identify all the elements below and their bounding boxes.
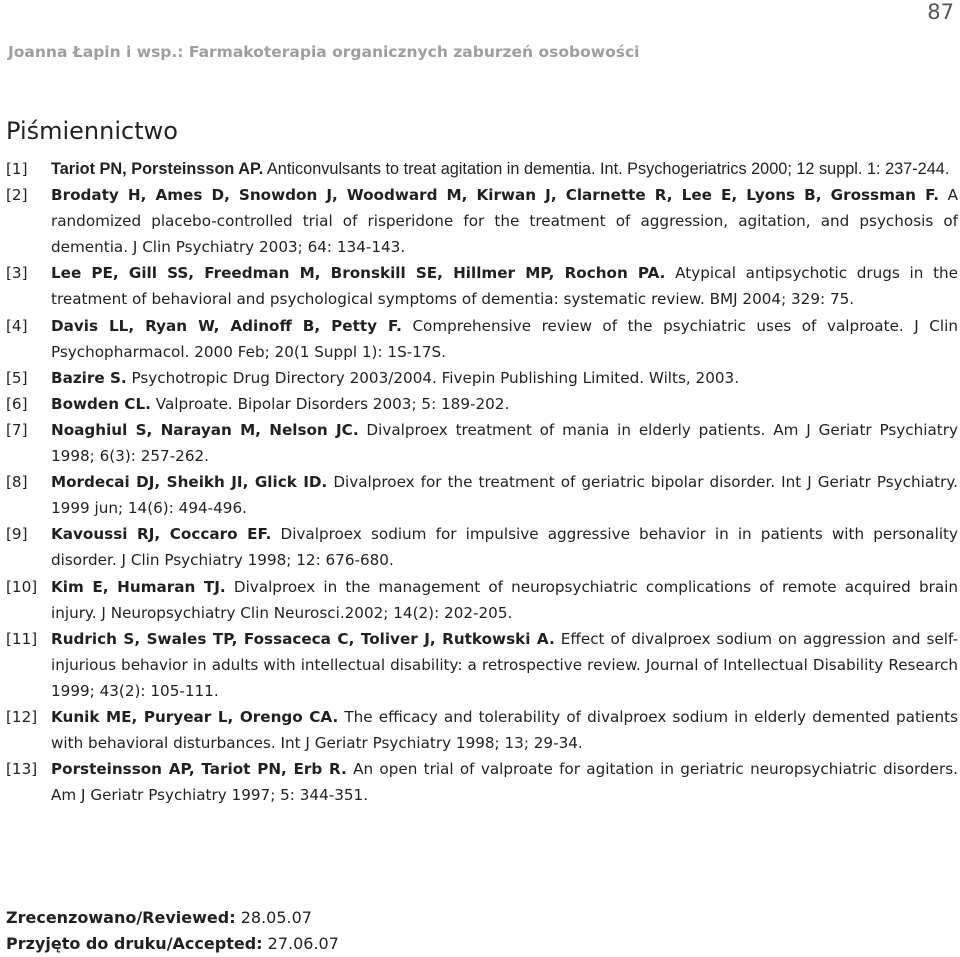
reference-authors: Bowden CL. [51, 394, 151, 413]
reviewed-line [6, 905, 339, 931]
reference-text: A randomized placebo-controlled trial of risperidone for the treatment of aggression, agitation, and psychosis of dementia. J Clin Psychiatry 2003; 64: 134-143. [51, 186, 959, 257]
reference-text: Anticonvulsants to treat agitation in dementia. Int. Psychogeriatrics 2000; 12 suppl. 1: 237-244. [263, 160, 950, 178]
reference-item [6, 626, 958, 704]
accepted-line [6, 931, 339, 957]
reference-text: Comprehensive review of the psychiatric uses of valproate. J Clin Psychopharmacol. 2000 Feb; 20(1 Suppl 1): 1S-17S. [51, 316, 958, 361]
reference-number: [12] [6, 707, 38, 726]
accepted-date: 27.06.07 [267, 934, 339, 953]
reference-text: An open trial of valproate for agitation in geriatric neuropsychiatric disorders. Am J Geriatr Psychiatry 1997; 5: 344-351. [51, 760, 958, 805]
reference-text: Divalproex sodium for impulsive aggressive behavior in in patients with personality disorder. J Clin Psychiatry 1998; 12: 676-680. [51, 525, 958, 570]
reference-number: [10] [6, 577, 38, 596]
reference-body [51, 260, 958, 312]
reference-body [51, 469, 958, 521]
reference-text: The efficacy and tolerability of divalproex sodium in elderly demented patients with behavioral disturbances. Int J Geriatr Psychiatry 1998; 13; 29-34. [51, 707, 958, 753]
reference-number: [5] [6, 368, 28, 387]
reviewed-label: Zrecenzowano/Reviewed: [6, 908, 236, 927]
reference-authors: Kavoussi RJ, Coccaro EF. [51, 525, 272, 544]
reference-number: [1] [6, 160, 28, 178]
reference-item [6, 313, 958, 365]
reference-body [51, 313, 958, 365]
reference-number: [13] [6, 760, 38, 779]
reference-number: [9] [6, 525, 28, 544]
reference-text: Atypical antipsychotic drugs in the treatment of behavioral and psychological symptoms of dementia: systematic review. BMJ 2004; 329: 75. [51, 264, 959, 309]
reference-number: [3] [6, 264, 28, 283]
reference-authors: Davis LL, Ryan W, Adinoff B, Petty F. [51, 316, 402, 335]
reference-authors: Lee PE, Gill SS, Freedman M, Bronskill SE, Hillmer MP, Rochon PA. [51, 264, 666, 283]
reference-authors: Noaghiul S, Narayan M, Nelson JC. [51, 420, 359, 439]
reference-item [6, 156, 958, 182]
reviewed-date: 28.05.07 [240, 908, 312, 927]
reference-body [51, 417, 958, 469]
reference-text: Divalproex in the management of neuropsychiatric complications of remote acquired brain injury. J Neuropsychiatry Clin Neurosci.2002; 14(2): 202-205. [51, 577, 959, 622]
reference-text: Valproate. Bipolar Disorders 2003; 5: 189-202. [150, 394, 510, 413]
running-header: Joanna Łapin i wsp.: Farmakoterapia organicznych zaburzeń osobowości [8, 43, 640, 61]
reference-body [51, 574, 958, 626]
reference-item [6, 365, 958, 391]
reference-body [51, 521, 958, 573]
reference-list [6, 156, 958, 808]
reference-text: Divalproex for the treatment of geriatric bipolar disorder. Int J Geriatr Psychiatry. 1999 jun; 14(6): 494-496. [51, 473, 958, 518]
reference-item [6, 574, 958, 626]
reference-body [51, 365, 958, 391]
reference-item [6, 469, 958, 521]
reference-item [6, 260, 958, 312]
reference-authors: Kim E, Humaran TJ. [51, 577, 226, 596]
reference-authors: Mordecai DJ, Sheikh JI, Glick ID. [51, 473, 328, 492]
reference-authors: Porsteinsson AP, Tariot PN, Erb R. [51, 760, 347, 779]
page-number: 87 [927, 0, 954, 24]
reference-body [51, 156, 958, 182]
accepted-label: Przyjęto do druku/Accepted: [6, 934, 263, 953]
reference-authors: Kunik ME, Puryear L, Orengo CA. [51, 707, 339, 726]
reference-number: [2] [6, 186, 28, 205]
reference-item [6, 391, 958, 417]
reference-authors: Brodaty H, Ames D, Snowdon J, Woodward M, Kirwan J, Clarnette R, Lee E, Lyons B, Grossman F. [51, 186, 939, 205]
reference-text: Divalproex treatment of mania in elderly patients. Am J Geriatr Psychiatry 1998; 6(3): 257-262. [51, 420, 958, 466]
reference-authors: Bazire S. [51, 368, 127, 387]
reference-item [6, 521, 958, 573]
reference-number: [8] [6, 473, 28, 492]
reference-body [51, 391, 958, 417]
reference-item [6, 417, 958, 469]
reference-number: [6] [6, 394, 28, 413]
reference-text: Effect of divalproex sodium on aggression and self-injurious behavior in adults with intellectual disability: a retrospective review. Journal of Intellectual Disability Research 1999; 43(2): 105-111. [51, 629, 958, 700]
reference-number: [4] [6, 316, 28, 335]
reference-body [51, 182, 958, 260]
reference-authors: Tariot PN, Porsteinsson AP. [51, 160, 264, 178]
reference-body [51, 626, 958, 704]
reference-text: Psychotropic Drug Directory 2003/2004. Fivepin Publishing Limited. Wilts, 2003. [126, 368, 740, 387]
reference-item [6, 704, 958, 756]
reference-item [6, 182, 958, 260]
reference-number: [11] [6, 629, 38, 648]
reference-body [51, 756, 958, 808]
footer [6, 905, 339, 957]
reference-authors: Rudrich S, Swales TP, Fossaceca C, Toliver J, Rutkowski A. [51, 629, 555, 648]
reference-item [6, 756, 958, 808]
section-title: Piśmiennictwo [6, 117, 178, 145]
reference-body [51, 704, 958, 756]
reference-number: [7] [6, 420, 28, 439]
